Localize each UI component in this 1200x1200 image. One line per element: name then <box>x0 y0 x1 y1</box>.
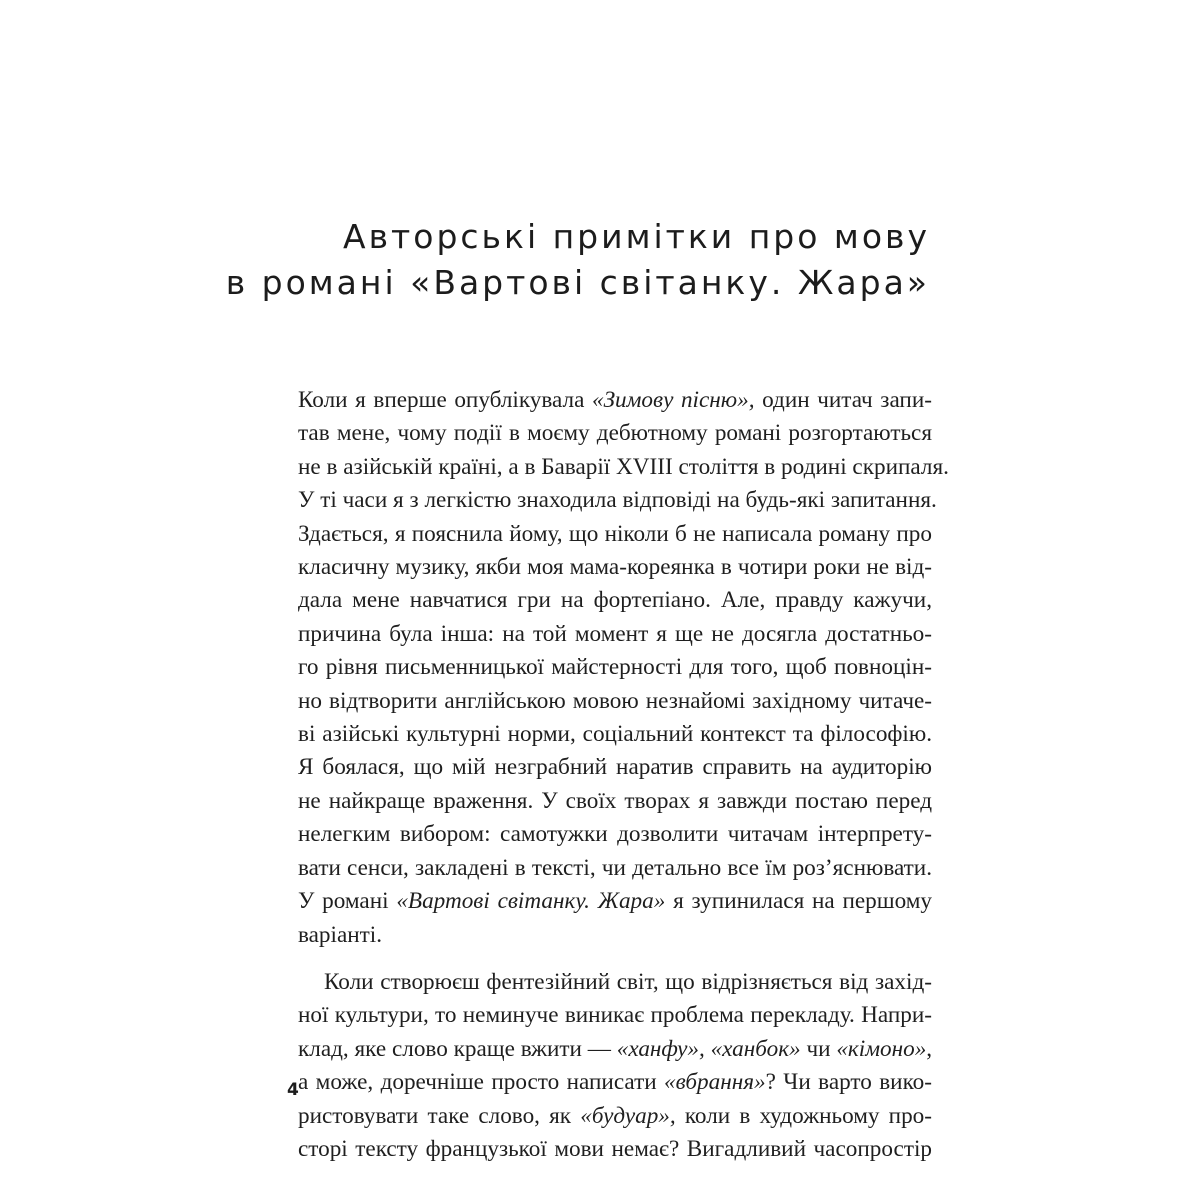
text-run: У романі <box>298 888 397 915</box>
text-line: Здається, я пояснила йому, що ніколи б не написала роману про <box>298 520 932 547</box>
paragraph-1 <box>298 384 949 952</box>
text-line: У ті часи я з легкістю знаходила відповіді на будь-які запитання. <box>298 487 937 514</box>
text-line: нелегким вибором: самотужки дозволити читачам інтерпрету- <box>298 821 932 848</box>
italic-title: «Вартові світанку. Жара» <box>396 888 666 915</box>
text-line <box>298 384 932 417</box>
text-line: ної культури, то неминуче виникає проблема перекладу. Напри- <box>298 1002 932 1029</box>
text-line: Я боялася, що мій незграбний наратив справить на аудиторію <box>298 754 932 781</box>
text-line: варіанті. <box>298 921 383 948</box>
text-line <box>298 885 932 918</box>
italic-term: «будуар», <box>580 1102 676 1129</box>
text-run: ? Чи варто вико- <box>765 1069 932 1096</box>
italic-term: «кімоно» <box>836 1035 927 1062</box>
text-line: Коли створюєш фентезійний світ, що відрізняється від захід- <box>324 968 932 995</box>
heading-line-2: в романі «Вартові світанку. Жара» <box>225 263 930 302</box>
text-line <box>298 1066 932 1099</box>
text-line: класичну музику, якби моя мама-кореянка в чотири роки не від- <box>298 554 932 581</box>
text-run: клад, яке слово краще вжити — <box>298 1035 617 1062</box>
paragraph-2 <box>298 966 932 1166</box>
italic-title: «Зимову пісню», <box>591 387 755 413</box>
text-run: , <box>926 1035 933 1062</box>
text-line: тав мене, чому події в моєму дебютному романі розгортаються <box>298 420 932 447</box>
paragraph-gap <box>298 952 932 966</box>
text-line <box>298 1033 932 1066</box>
text-line: причина була інша: на той момент я ще не досягла достатньо- <box>298 620 932 647</box>
italic-term: «ханфу», «ханбок» <box>616 1035 801 1062</box>
text-line: вати сенси, закладені в тексті, чи детально все їм роз’яснювати. <box>298 854 932 881</box>
text-line: не найкраще враження. У своїх творах я завжди постаю перед <box>298 787 932 814</box>
italic-term: «вбрання» <box>664 1069 766 1096</box>
text-line: дала мене навчатися гри на фортепіано. Але, правду кажучи, <box>298 587 932 614</box>
text-line: не в азійській країні, а в Баварії XVIII століття в родині скрипаля. <box>298 453 949 480</box>
chapter-heading <box>226 214 930 306</box>
text-run: я зупинилася на першому <box>665 888 933 915</box>
page-number: 4 <box>287 1080 299 1100</box>
text-run: коли в художньому про- <box>675 1102 932 1129</box>
text-run: Коли я вперше опублікувала <box>298 387 592 413</box>
body-text <box>298 384 949 1166</box>
text-line: но відтворити англійською мовою незнайомі західному читаче- <box>298 687 932 714</box>
text-run: чи <box>800 1035 837 1062</box>
text-line <box>298 1100 932 1133</box>
text-line: ві азійські культурні норми, соціальний контекст та філософію. <box>298 721 932 748</box>
text-run: а може, доречніше просто написати <box>298 1069 665 1096</box>
text-run: ристовувати таке слово, як <box>298 1102 581 1129</box>
text-line: го рівня письменницької майстерності для того, щоб повноцін- <box>298 654 932 681</box>
text-line: сторі тексту французької мови немає? Вигадливий часопростір <box>298 1135 932 1162</box>
heading-line-1: Авторські примітки про мову <box>343 217 930 256</box>
text-run: один читач запи- <box>754 387 932 413</box>
